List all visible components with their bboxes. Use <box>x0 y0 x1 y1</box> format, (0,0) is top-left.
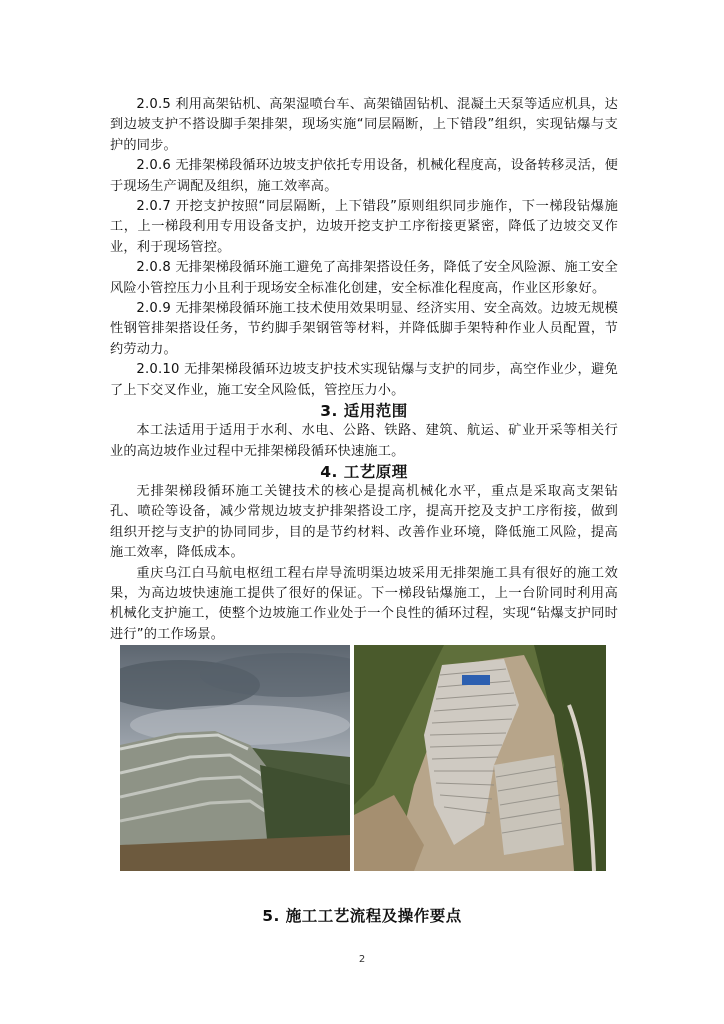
section-heading-3: 3. 适用范围 <box>320 402 408 421</box>
paragraph-scope: 本工法适用于适用于水利、水电、公路、铁路、建筑、航运、矿业开采等相关行业的高边坡作业过程中无排架梯段循环快速施工。 <box>110 423 618 459</box>
section-heading-5: 5. 施工工艺流程及操作要点 <box>262 907 462 925</box>
section-heading-4: 4. 工艺原理 <box>320 462 408 481</box>
body-text <box>110 95 618 645</box>
cloudy-slope-image <box>120 645 350 871</box>
paragraph-2-0-10: 2.0.10 无排架梯段循环边坡支护技术实现钻爆与支护的同步，高空作业少，避免了上下交叉作业，施工安全风险低，管控压力小。 <box>110 362 618 398</box>
paragraph-2-0-5: 2.0.5 利用高架钻机、高架湿喷台车、高架锚固钻机、混凝土天泵等适应机具，达到边坡支护不搭设脚手架排架，现场实施“同层隔断，上下错段”组织，实现钻爆与支护的同步。 <box>110 97 618 153</box>
paragraph-2-0-6: 2.0.6 无排架梯段循环边坡支护依托专用设备，机械化程度高，设备转移灵活，便于现场生产调配及组织，施工效率高。 <box>110 158 618 194</box>
paragraph-2-0-7: 2.0.7 开挖支护按照“同层隔断，上下错段”原则组织同步施作，下一梯段钻爆施工，上一梯段利用专用设备支护，边坡开挖支护工序衔接更紧密，降低了边坡交叉作业，利于现场管控。 <box>110 199 618 255</box>
paragraph-principle-1: 无排架梯段循环施工关键技术的核心是提高机械化水平，重点是采取高支架钻孔、喷砼等设备，减少常规边坡支护排架搭设工序，提高开挖及支护工序衔接，做到组织开挖与支护的协同同步，目的是节约材料、改善作业环境，降低施工风险，提高施工效率，降低成本。 <box>110 483 618 561</box>
photo-row <box>120 645 606 871</box>
slope-photo-left <box>120 645 350 871</box>
aerial-slope-image <box>354 645 606 871</box>
page-number: 2 <box>358 954 366 965</box>
paragraph-2-0-9: 2.0.9 无排架梯段循环施工技术使用效果明显、经济实用、安全高效。边坡无规模性钢管排架搭设任务，节约脚手架钢管等材料，并降低脚手架特种作业人员配置，节约劳动力。 <box>110 301 618 357</box>
paragraph-principle-2: 重庆乌江白马航电枢纽工程右岸导流明渠边坡采用无排架施工具有很好的施工效果，为高边坡快速施工提供了很好的保证。下一梯段钻爆施工，上一台阶同时利用高机械化支护施工，使整个边坡施工作业处于一个良性的循环过程，实现“钻爆支护同时进行”的工作场景。 <box>110 565 618 642</box>
paragraph-2-0-8: 2.0.8 无排架梯段循环施工避免了高排架搭设任务，降低了安全风险源、施工安全风险小管控压力小且利于现场安全标准化创建，安全标准化程度高，作业区形象好。 <box>110 260 618 296</box>
slope-photo-right <box>354 645 606 871</box>
